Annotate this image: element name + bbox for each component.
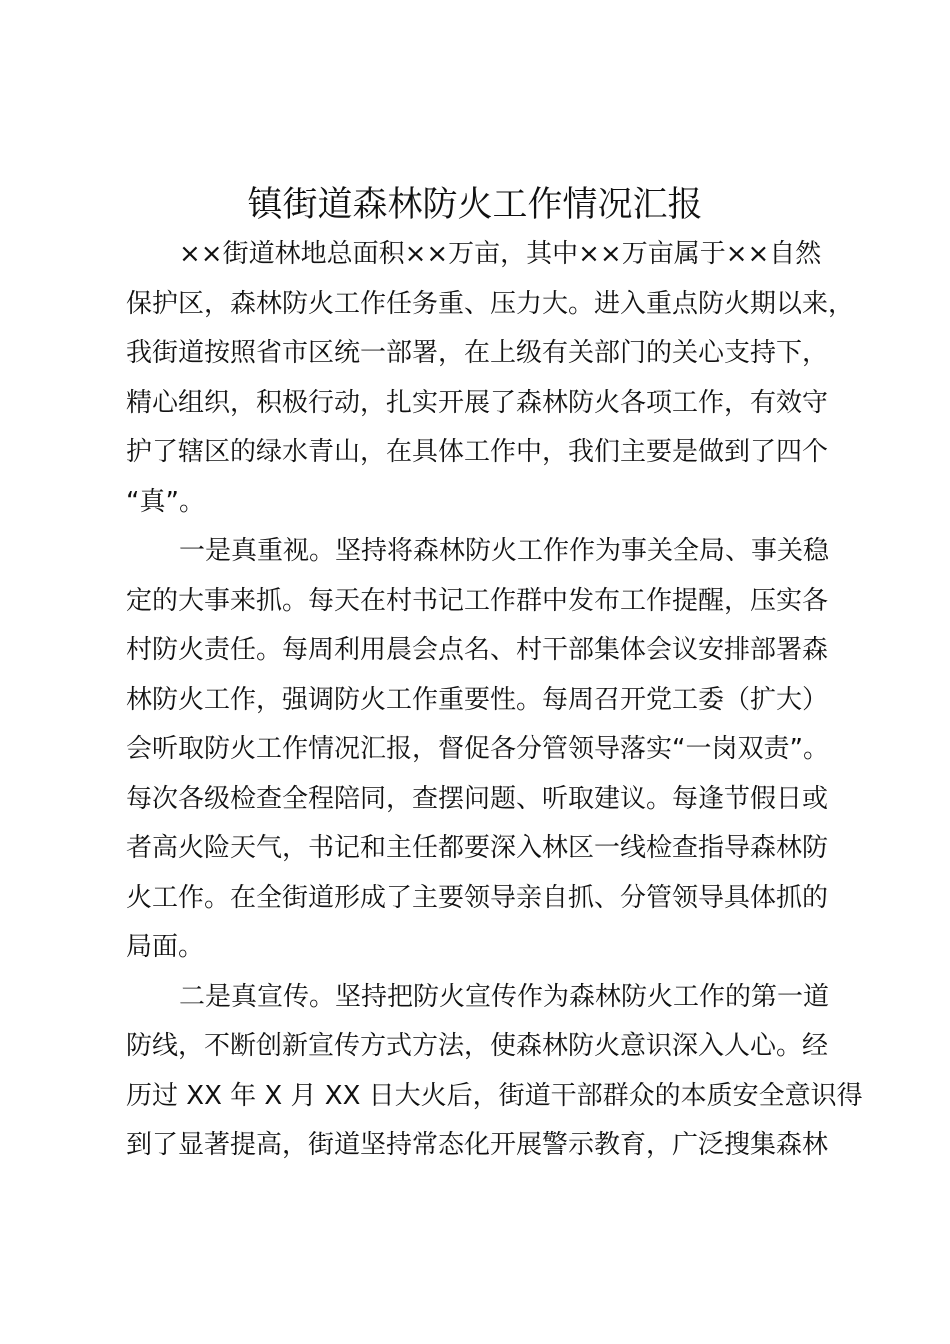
paragraph-line: 定的大事来抓。每天在村书记工作群中发布工作提醒，压实各: [126, 585, 829, 616]
paragraph-line: 二是真宣传。坚持把防火宣传作为森林防火工作的第一道: [179, 981, 830, 1012]
paragraph-line: 者高火险天气，书记和主任都要深入林区一线检查指导森林防: [126, 833, 829, 863]
document-body: [126, 230, 863, 1171]
paragraph-line: 保护区，森林防火工作任务重、压力大。进入重点防火期以来，: [126, 288, 855, 319]
paragraph-line: 火工作。在全街道形成了主要领导亲自抓、分管领导具体抓的: [126, 882, 829, 913]
paragraph-line: ××街道林地总面积××万亩，其中××万亩属于××自然: [179, 239, 822, 269]
document-title: 镇街道森林防火工作情况汇报: [247, 185, 703, 225]
paragraph-line: 会听取防火工作情况汇报，督促各分管领导落实“一岗双责”。: [126, 734, 829, 764]
paragraph-line: “真”。: [126, 486, 205, 517]
paragraph-line: 局面。: [126, 932, 205, 962]
paragraph-line: 每次各级检查全程陪同，查摆问题、听取建议。每逢节假日或: [126, 783, 829, 814]
paragraph-line: 历过 XX 年 X 月 XX 日大火后，街道干部群众的本质安全意识得: [126, 1080, 863, 1111]
paragraph-section-1: [126, 527, 846, 973]
paragraph-line: 护了辖区的绿水青山，在具体工作中，我们主要是做到了四个: [126, 437, 829, 467]
paragraph-line: 我街道按照省市区统一部署，在上级有关部门的关心支持下，: [126, 338, 829, 368]
paragraph-line: 精心组织，积极行动，扎实开展了森林防火各项工作，有效守: [126, 387, 829, 418]
paragraph-section-2: [126, 973, 863, 1171]
paragraph-line: 林防火工作，强调防火工作重要性。每周召开党工委（扩大）: [126, 684, 829, 715]
paragraph-line: 防线，不断创新宣传方式方法，使森林防火意识深入人心。经: [126, 1031, 829, 1061]
paragraph-line: 村防火责任。每周利用晨会点名、村干部集体会议安排部署森: [126, 635, 829, 665]
paragraph-intro: [126, 230, 855, 527]
paragraph-line: 到了显著提高，街道坚持常态化开展警示教育，广泛搜集森林: [126, 1130, 829, 1160]
paragraph-line: 一是真重视。坚持将森林防火工作作为事关全局、事关稳: [179, 536, 830, 566]
